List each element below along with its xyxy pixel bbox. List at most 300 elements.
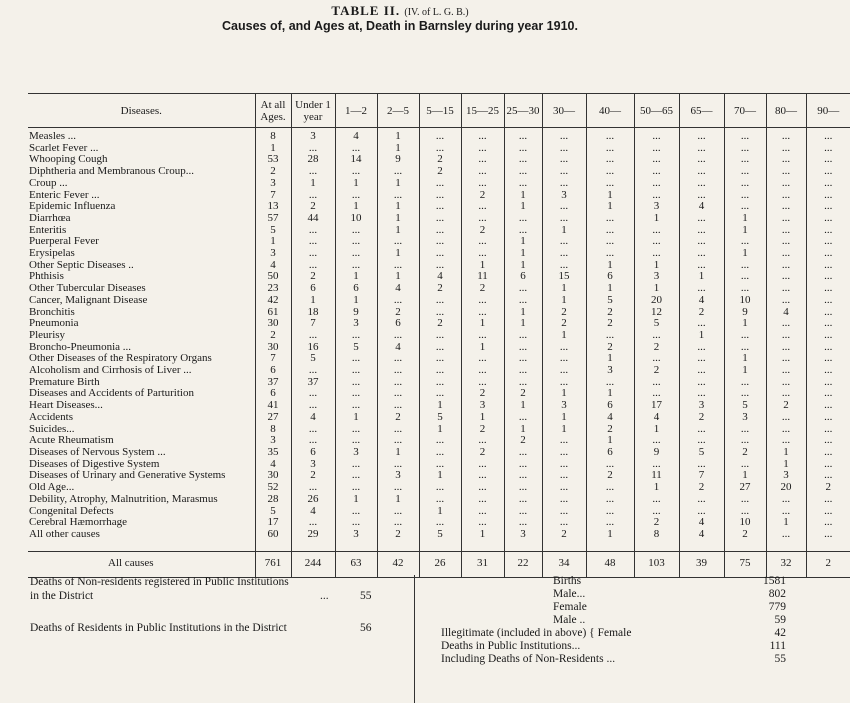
header-age-col: 1—2 (335, 94, 377, 128)
cell-value: ... (504, 353, 542, 365)
cell-value: ... (806, 494, 850, 506)
cell-value: ... (634, 190, 679, 202)
disease-name: All other causes (29, 527, 100, 540)
cell-value: 8 (255, 424, 291, 436)
header-age-col: 5—15 (419, 94, 461, 128)
cell-value: ... (766, 506, 806, 518)
cell-value: 2 (504, 388, 542, 400)
cell-value: 2 (419, 166, 461, 178)
cell-value: 1 (542, 225, 586, 237)
cell-value: ... (806, 201, 850, 213)
cell-value: 7 (255, 353, 291, 365)
cell-value: ... (291, 482, 335, 494)
cell-value: 22 (504, 551, 542, 577)
cell-value: ... (724, 236, 766, 248)
table-row (28, 295, 850, 307)
cell-value: 2 (461, 424, 504, 436)
cell-value: ... (806, 459, 850, 471)
cell-value: 8 (634, 529, 679, 541)
female-label: Female (553, 601, 587, 613)
cell-value: ... (461, 295, 504, 307)
cell-value: 1 (377, 225, 419, 237)
disease-name: Diseases and Accidents of Parturition (29, 387, 194, 400)
cell-value: 1 (586, 529, 634, 541)
cell-value: ... (377, 482, 419, 494)
cell-value: 1 (634, 283, 679, 295)
cell-value: ... (461, 154, 504, 166)
cell-value: ... (504, 365, 542, 377)
cell-value: ... (586, 225, 634, 237)
cell-value: ... (419, 128, 461, 143)
cell-value: 1 (377, 248, 419, 260)
cell-value: 26 (291, 494, 335, 506)
disease-name: Other Septic Diseases .. (29, 258, 134, 271)
cell-value: ... (335, 517, 377, 529)
cell-value: ... (724, 424, 766, 436)
cell-value: 5 (419, 412, 461, 424)
disease-name: Diseases of Digestive System (29, 457, 160, 470)
residents-line (30, 621, 372, 635)
cell-value: 3 (335, 318, 377, 330)
cell-value: ... (634, 377, 679, 389)
cell-value: ... (542, 470, 586, 482)
cell-value: 3 (377, 470, 419, 482)
cell-value: ... (542, 482, 586, 494)
cell-value: ... (634, 459, 679, 471)
cell-value: 1 (335, 494, 377, 506)
cell-value: 4 (766, 307, 806, 319)
cell-value: ... (335, 459, 377, 471)
cell-value: ... (461, 236, 504, 248)
cell-value: 44 (291, 213, 335, 225)
cell-value: ... (377, 435, 419, 447)
cell-value: 11 (461, 271, 504, 283)
cell-value: ... (335, 353, 377, 365)
disease-name: Acute Rheumatism (29, 434, 114, 447)
cell-value: 28 (255, 494, 291, 506)
cell-value: ... (542, 447, 586, 459)
cell-value: 61 (255, 307, 291, 319)
cell-value: ... (291, 143, 335, 155)
cell-value: ... (586, 128, 634, 143)
cell-value: ... (335, 248, 377, 260)
cell-value: ... (679, 128, 724, 143)
cell-value: 17 (255, 517, 291, 529)
cell-value: ... (291, 400, 335, 412)
cell-value: 1 (377, 213, 419, 225)
cell-value: ... (634, 506, 679, 518)
cell-value: 1 (586, 201, 634, 213)
cell-value: ... (724, 283, 766, 295)
disease-name: Epidemic Influenza (29, 200, 116, 213)
cell-value: ... (586, 248, 634, 260)
cell-value: 1 (542, 388, 586, 400)
cell-value: ... (542, 154, 586, 166)
cell-value: 1 (542, 283, 586, 295)
cell-value: 6 (255, 388, 291, 400)
cell-value: 1 (504, 236, 542, 248)
cell-value: ... (542, 248, 586, 260)
cell-value: 1 (634, 482, 679, 494)
cell-value: 2 (586, 424, 634, 436)
cell-value: ... (335, 506, 377, 518)
disease-name: Measles ... (29, 130, 77, 142)
cell-value: 17 (634, 400, 679, 412)
cell-value: 3 (542, 190, 586, 202)
disease-name: All causes (28, 551, 255, 577)
cell-value: 2 (461, 283, 504, 295)
cell-value: 1 (461, 260, 504, 272)
cell-value: 12 (634, 307, 679, 319)
cell-value: ... (335, 143, 377, 155)
cell-value: ... (766, 236, 806, 248)
cell-value: ... (724, 342, 766, 354)
cell-value: 3 (255, 178, 291, 190)
cell-value: ... (377, 236, 419, 248)
cell-value: 3 (766, 470, 806, 482)
cell-value: ... (377, 400, 419, 412)
cell-value: 1 (766, 459, 806, 471)
cell-value: 2 (542, 318, 586, 330)
cell-value: ... (504, 143, 542, 155)
footer-divider (414, 575, 415, 703)
cell-value: 1 (419, 424, 461, 436)
cell-value: 2 (291, 201, 335, 213)
including-value: 55 (774, 653, 786, 665)
cell-value: 244 (291, 551, 335, 577)
cell-value: 53 (255, 154, 291, 166)
cell-value: ... (377, 330, 419, 342)
cell-value: ... (291, 435, 335, 447)
cell-value: 5 (291, 353, 335, 365)
cell-value: ... (335, 260, 377, 272)
cell-value: 6 (586, 271, 634, 283)
cell-value: ... (634, 154, 679, 166)
cell-value: 16 (291, 342, 335, 354)
cell-value: 1 (291, 295, 335, 307)
cell-value: 1 (419, 470, 461, 482)
cell-value: ... (461, 330, 504, 342)
cell-value: ... (461, 470, 504, 482)
cell-value: ... (542, 236, 586, 248)
cell-value: 1 (335, 178, 377, 190)
cell-value: ... (419, 190, 461, 202)
cell-value: ... (679, 236, 724, 248)
cell-value: ... (766, 330, 806, 342)
cell-value: ... (542, 517, 586, 529)
cell-value: ... (461, 482, 504, 494)
cell-value: 4 (586, 412, 634, 424)
cell-value: ... (542, 128, 586, 143)
cell-value: 1 (586, 435, 634, 447)
cell-value: ... (679, 225, 724, 237)
cell-value: ... (766, 178, 806, 190)
cell-value: 37 (255, 377, 291, 389)
cell-value: ... (806, 435, 850, 447)
disease-name: Croup ... (29, 176, 68, 189)
cell-value: ... (504, 213, 542, 225)
cell-value: 3 (679, 400, 724, 412)
cell-value: 27 (255, 412, 291, 424)
cell-value: ... (291, 225, 335, 237)
cell-value: 1 (679, 330, 724, 342)
births-label: Births (553, 575, 582, 587)
cell-value: 30 (255, 342, 291, 354)
cell-value: 2 (586, 342, 634, 354)
cell-value: ... (461, 494, 504, 506)
cell-value: ... (806, 166, 850, 178)
cell-value: ... (461, 435, 504, 447)
cell-value: ... (419, 447, 461, 459)
cell-value: 1 (542, 412, 586, 424)
cell-value: ... (291, 365, 335, 377)
disease-name: Enteric Fever ... (29, 188, 100, 201)
cell-value: 4 (679, 295, 724, 307)
cell-value: ... (419, 330, 461, 342)
disease-name: Cancer, Malignant Disease (29, 293, 148, 306)
cell-value: ... (586, 330, 634, 342)
cell-value: ... (504, 447, 542, 459)
cell-value: ... (335, 225, 377, 237)
table-title (0, 3, 800, 19)
illegit-female-value: 42 (774, 627, 786, 639)
cell-value: 14 (335, 154, 377, 166)
cell-value: ... (335, 330, 377, 342)
disease-name: Bronchitis (29, 305, 75, 318)
cell-value: 6 (504, 271, 542, 283)
cell-value: ... (679, 178, 724, 190)
cell-value: ... (291, 236, 335, 248)
cell-value: 1 (377, 494, 419, 506)
cell-value: ... (679, 388, 724, 400)
cell-value: ... (806, 529, 850, 541)
cell-value: ... (586, 154, 634, 166)
cell-value: ... (766, 190, 806, 202)
cell-value: ... (335, 400, 377, 412)
cell-value: ... (766, 143, 806, 155)
cell-value: ... (586, 517, 634, 529)
header-age-col: 15—25 (461, 94, 504, 128)
cell-value: 57 (255, 213, 291, 225)
cell-value: ... (461, 128, 504, 143)
cell-value: 1 (724, 225, 766, 237)
cell-value: 1 (679, 271, 724, 283)
cell-value: ... (766, 342, 806, 354)
cell-value: 37 (291, 377, 335, 389)
cell-value: ... (766, 388, 806, 400)
cell-value: ... (766, 295, 806, 307)
female-value: 779 (768, 601, 786, 613)
cell-value: ... (419, 435, 461, 447)
cell-value: ... (542, 494, 586, 506)
cell-value: ... (634, 388, 679, 400)
cell-value: ... (806, 517, 850, 529)
cell-value: ... (586, 494, 634, 506)
cell-value: ... (806, 154, 850, 166)
cell-value: ... (634, 353, 679, 365)
cell-value: ... (766, 260, 806, 272)
cell-value: ... (766, 201, 806, 213)
cell-value: ... (724, 154, 766, 166)
disease-name: Enteritis (29, 223, 67, 236)
cell-value: ... (504, 517, 542, 529)
including-row (441, 653, 786, 666)
cell-value: 1 (724, 365, 766, 377)
cell-value: ... (679, 459, 724, 471)
cell-value: ... (679, 318, 724, 330)
cell-value: 5 (586, 295, 634, 307)
cell-value: 4 (634, 412, 679, 424)
cell-value: ... (724, 494, 766, 506)
cell-value: ... (586, 236, 634, 248)
cell-value: ... (806, 271, 850, 283)
cell-value: 1 (724, 248, 766, 260)
cell-value: 2 (255, 330, 291, 342)
cell-value: 15 (542, 271, 586, 283)
cell-value: 1 (461, 342, 504, 354)
cell-value: ... (419, 459, 461, 471)
cell-value: ... (806, 128, 850, 143)
cell-value: ... (335, 236, 377, 248)
cell-value: ... (335, 365, 377, 377)
cell-value: ... (679, 506, 724, 518)
table-title-main: TABLE II. (331, 3, 401, 18)
cell-value: ... (461, 201, 504, 213)
cell-value: ... (766, 154, 806, 166)
cell-value: ... (419, 236, 461, 248)
cell-value: 1 (542, 424, 586, 436)
cell-value: ... (504, 154, 542, 166)
table-row (28, 248, 850, 260)
cell-value: 60 (255, 529, 291, 541)
cell-value: ... (679, 377, 724, 389)
cell-value: ... (806, 506, 850, 518)
cell-value: 48 (586, 551, 634, 577)
cell-value: 13 (255, 201, 291, 213)
disease-name: Pneumonia (29, 317, 79, 330)
cell-value: 2 (724, 447, 766, 459)
cell-value: 5 (255, 225, 291, 237)
cell-value: 6 (586, 447, 634, 459)
cell-value: 2 (679, 412, 724, 424)
table-subtitle: Causes of, and Ages at, Death in Barnsley during year 1910. (222, 19, 578, 33)
cell-value: 2 (377, 529, 419, 541)
cell-value: ... (724, 178, 766, 190)
cell-value: 1 (724, 318, 766, 330)
cell-value: ... (419, 307, 461, 319)
cell-value: 32 (766, 551, 806, 577)
table-row (28, 494, 850, 506)
cell-value: 3 (634, 271, 679, 283)
table-body (28, 128, 850, 578)
cell-value: ... (291, 166, 335, 178)
cell-value: 11 (634, 470, 679, 482)
cell-value: ... (461, 459, 504, 471)
header-age-col: 70— (724, 94, 766, 128)
cell-value: 1 (504, 424, 542, 436)
cell-value: 3 (461, 400, 504, 412)
cell-value: ... (504, 459, 542, 471)
cell-value: 4 (255, 260, 291, 272)
cell-value: ... (419, 365, 461, 377)
cell-value: 103 (634, 551, 679, 577)
cell-value: ... (766, 412, 806, 424)
cell-value: 1 (586, 388, 634, 400)
cell-value: ... (766, 494, 806, 506)
cell-value: ... (504, 482, 542, 494)
cell-value: ... (461, 506, 504, 518)
cell-value: ... (504, 295, 542, 307)
cell-value: 1 (766, 517, 806, 529)
cell-value: 1 (586, 260, 634, 272)
cell-value: ... (766, 529, 806, 541)
cell-value: ... (419, 494, 461, 506)
cell-value: 1 (377, 143, 419, 155)
cell-value: ... (419, 342, 461, 354)
cell-value: ... (724, 271, 766, 283)
cell-value: ... (806, 377, 850, 389)
cell-value: 10 (724, 295, 766, 307)
cell-value: ... (542, 377, 586, 389)
cell-value: 6 (335, 283, 377, 295)
cell-value: 4 (291, 412, 335, 424)
residents-value: 56 (360, 622, 372, 634)
cell-value: ... (679, 143, 724, 155)
cell-value: ... (377, 190, 419, 202)
disease-name: Diseases of Urinary and Generative Systems (29, 469, 226, 482)
cell-value: 2 (461, 447, 504, 459)
cell-value: 9 (724, 307, 766, 319)
header-age-col: 40— (586, 94, 634, 128)
cell-value: ... (766, 424, 806, 436)
cell-value: 1 (724, 353, 766, 365)
cell-value: ... (504, 128, 542, 143)
cell-value: ... (806, 330, 850, 342)
cell-value: 6 (586, 400, 634, 412)
cell-value: ... (724, 459, 766, 471)
cell-value: ... (679, 190, 724, 202)
cell-value: ... (504, 377, 542, 389)
cell-value: ... (766, 365, 806, 377)
cell-value: ... (806, 295, 850, 307)
cell-value: ... (504, 225, 542, 237)
cell-value: ... (679, 154, 724, 166)
cell-value: ... (586, 506, 634, 518)
including-label: Including Deaths of Non-Residents ... (441, 653, 616, 665)
cell-value: ... (291, 260, 335, 272)
cell-value: ... (291, 330, 335, 342)
cell-value: 5 (634, 318, 679, 330)
disease-name: Cerebral Hæmorrhage (29, 516, 128, 529)
male-row (441, 588, 786, 601)
illegit-male-row (441, 614, 786, 627)
cell-value: 5 (679, 447, 724, 459)
cell-value: 29 (291, 529, 335, 541)
cell-value: ... (542, 143, 586, 155)
cell-value: 2 (634, 342, 679, 354)
cell-value: 20 (634, 295, 679, 307)
cell-value: ... (377, 517, 419, 529)
cell-value: ... (419, 260, 461, 272)
cell-value: ... (766, 283, 806, 295)
cell-value: ... (586, 482, 634, 494)
cell-value: 1 (586, 353, 634, 365)
cell-value: ... (766, 353, 806, 365)
cell-value: ... (679, 342, 724, 354)
cell-value: 23 (255, 283, 291, 295)
cell-value: 2 (419, 318, 461, 330)
table-header-row (28, 94, 850, 128)
